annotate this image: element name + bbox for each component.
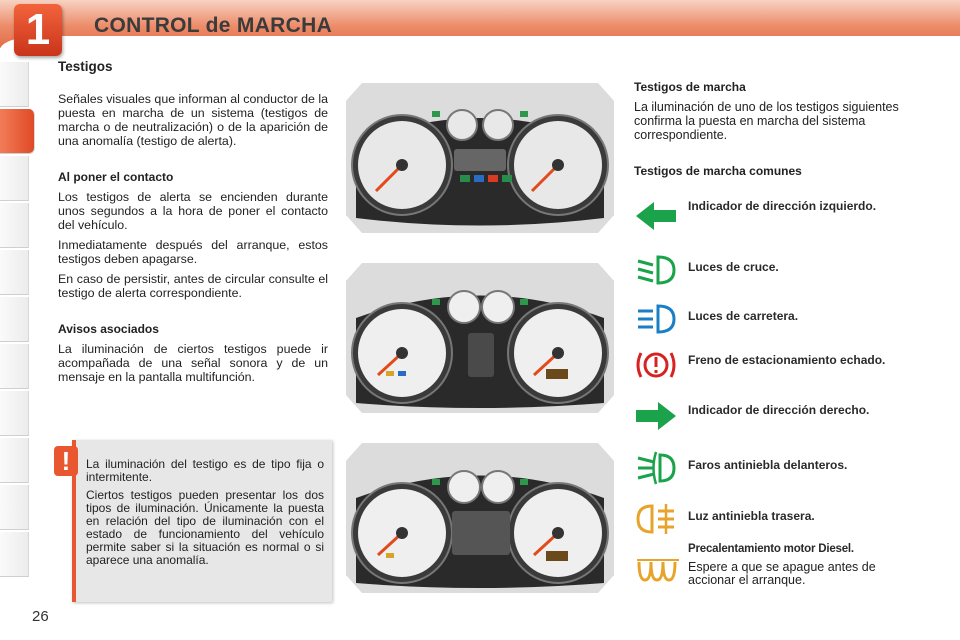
parking-brake-icon [634, 347, 678, 383]
warning-exclamation-icon: ! [54, 446, 78, 476]
right-column [634, 80, 924, 184]
dashboard-illustration [346, 443, 614, 593]
right-arrow-icon [634, 398, 678, 434]
indicator-label: Luces de carretera. [688, 309, 799, 323]
indicator-item [634, 347, 934, 387]
contact-text-3: En caso de persistir, antes de circular consulte el testigo de alerta correspondiente. [58, 272, 328, 300]
intro-text: Señales visuales que informan al conductor de la puesta en marcha de un sistema (testigos de marcha o de neutralización) o de la aparición de una anomalía (testigo de alerta). [58, 92, 329, 148]
instrument-panel-2 [346, 263, 614, 413]
contact-text-2: Inmediatamente después del arranque, estos testigos deben apagarse. [58, 238, 328, 266]
comunes-heading: Testigos de marcha comunes [634, 164, 802, 178]
front-fog-icon [634, 450, 678, 486]
section-title: Testigos [58, 59, 113, 74]
indicator-item [634, 398, 934, 438]
chapter-tab[interactable] [0, 203, 29, 248]
chapter-tab-active[interactable] [0, 109, 35, 154]
preheat-title: Precalentamiento motor Diesel. [688, 543, 854, 555]
warnings-text: La iluminación de ciertos testigos puede ir acompañada de una señal sonora y de un mensaje en la pantalla multifunción. [58, 342, 328, 384]
warning-note [72, 440, 332, 602]
warnings-heading: Avisos asociados [58, 322, 159, 336]
marcha-text: La iluminación de uno de los testigos siguientes confirma la puesta en marcha del sistema correspondiente. [634, 100, 899, 142]
chapter-tab[interactable] [0, 532, 29, 577]
indicator-item [634, 501, 934, 541]
chapter-tab[interactable] [0, 156, 29, 201]
indicator-item [634, 301, 934, 341]
dashboard-illustration [346, 263, 614, 413]
chapter-tab[interactable] [0, 250, 29, 295]
left-column [58, 60, 328, 390]
indicator-label: Luces de cruce. [688, 260, 779, 274]
warning-note-text-2: Ciertos testigos pueden presentar los dos tipos de iluminación. Únicamente la puesta en relación del tipo de iluminación con el estado de funcionamiento del vehículo permite saber si la situación es normal o si aparece una anomalía. [86, 488, 324, 567]
contact-text-1: Los testigos de alerta se encienden durante unos segundos a la hora de poner el contacto del vehículo. [58, 190, 328, 232]
instrument-panel-1 [346, 83, 614, 233]
header-curve [0, 36, 960, 54]
indicator-label: Faros antiniebla delanteros. [688, 458, 848, 472]
contact-heading: Al poner el contacto [58, 170, 174, 184]
chapter-tab[interactable] [0, 62, 29, 107]
high-beam-icon [634, 301, 678, 337]
chapter-tab[interactable] [0, 438, 29, 483]
page-title: CONTROL de MARCHA [94, 14, 333, 37]
chapter-tab[interactable] [0, 391, 29, 436]
chapter-tab[interactable] [0, 344, 29, 389]
marcha-heading: Testigos de marcha [634, 80, 746, 94]
warning-note-text-1: La iluminación del testigo es de tipo fija o intermitente. [86, 457, 324, 484]
chapter-tab[interactable] [0, 297, 29, 342]
preheat-text: Espere a que se apague antes de accionar el arranque. [688, 560, 876, 587]
indicator-item [634, 450, 934, 490]
indicator-item [634, 198, 934, 238]
low-beam-icon [634, 252, 678, 288]
indicator-label: Freno de estacionamiento echado. [688, 353, 886, 367]
rear-fog-icon [634, 501, 678, 537]
indicator-label: Indicador de dirección derecho. [688, 403, 870, 417]
indicator-item [634, 252, 934, 292]
indicator-label: Indicador de dirección izquierdo. [688, 199, 877, 213]
instrument-panel-3 [346, 443, 614, 593]
left-arrow-icon [634, 198, 678, 234]
chapter-tabs [0, 62, 30, 579]
page-number: 26 [32, 608, 49, 625]
preheat-coil-icon [636, 556, 680, 584]
dashboard-illustration [346, 83, 614, 233]
indicator-label: Luz antiniebla trasera. [688, 509, 815, 523]
chapter-tab[interactable] [0, 485, 29, 530]
chapter-number: 1 [14, 4, 62, 56]
